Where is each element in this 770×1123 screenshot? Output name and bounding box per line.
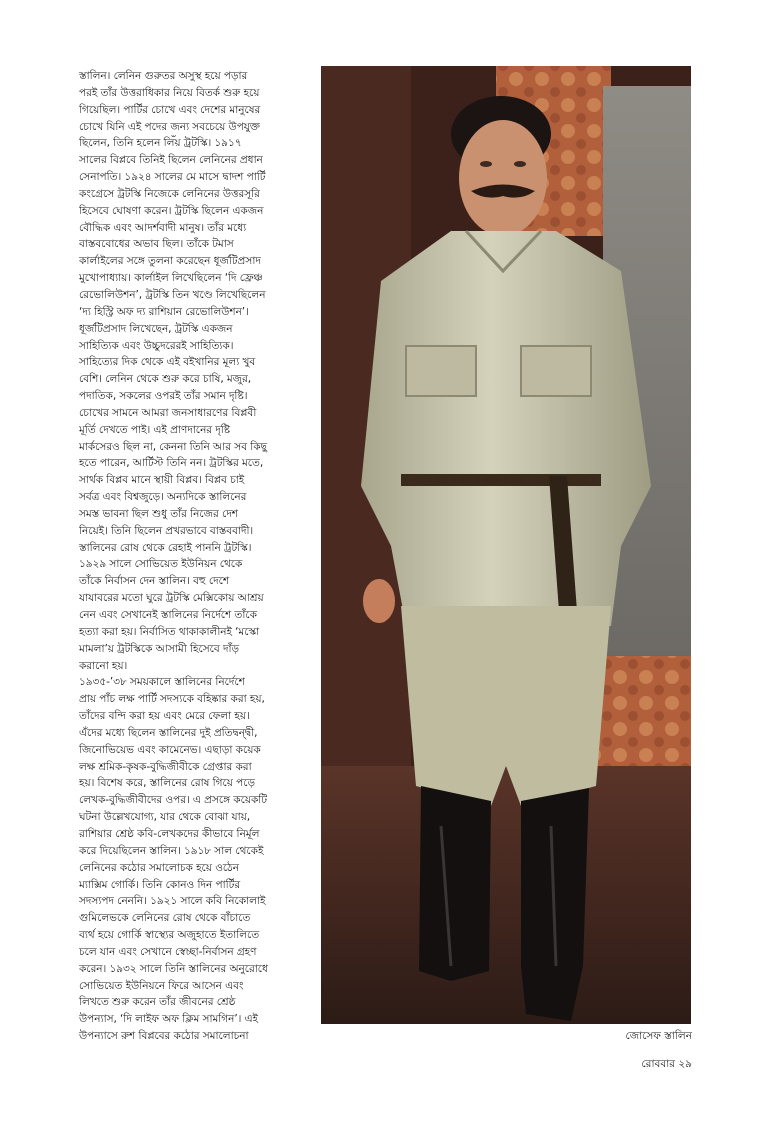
article-line: ব্যর্থ হয়ে গোর্কি স্বাস্থ্যের অজুহাতে ইতালিতে: [79, 929, 260, 942]
belt: [401, 474, 601, 486]
floor: [321, 766, 691, 1024]
article-line: মূর্তি দেখতে পাই। এই প্রাণদানের দৃষ্টি: [79, 423, 231, 436]
article-line: সাহিত্যের দিক থেকে এই বইখানির মূল্য খুব: [79, 356, 256, 369]
article-line: সেনাপতি। ১৯২৪ সালের মে মাসে দ্বাদশ পার্টি: [79, 171, 266, 184]
article-line: পদাতিক, সকলের ওপরই তাঁর সমান দৃষ্টি।: [79, 390, 248, 403]
article-line: হিসেবে ঘোষণা করেন। ট্রটস্কি ছিলেন একজন: [79, 204, 264, 217]
article-line: সর্বত্র এবং বিশ্বজুড়ে। অন্যদিকে স্তালিনের: [79, 491, 247, 504]
stalin-photograph: [321, 66, 691, 1024]
article-line: বাস্তববোধের অভাব ছিল। তাঁকে টমাস: [79, 238, 234, 251]
article-line: তাঁদের বন্দি করা হয় এবং মেরে ফেলা হয়।: [79, 710, 250, 723]
article-line: লেনিনের কঠোর সমালোচক হয়ে ওঠেন: [79, 861, 239, 874]
article-line: করে দিয়েছিলেন স্তালিন। ১৯১৮ সাল থেকেই: [79, 844, 264, 857]
article-line: সমস্ত ভাবনা ছিল শুধু তাঁর নিজের দেশ: [79, 507, 238, 520]
article-line: ম্যাক্সিম গোর্কি। তিনি কোনও দিন পার্টির: [79, 878, 241, 891]
left-hand: [363, 579, 395, 623]
article-line: রেভোলিউশন’, ট্রটস্কি তিন খণ্ডে লিখেছিলেন: [79, 288, 266, 301]
page-folio: রোববার ২৯: [641, 1058, 692, 1070]
article-line: লিখতে শুরু করেন তাঁর জীবনের শ্রেষ্ঠ: [79, 996, 236, 1009]
article-line: ১৯২৯ সালে সোভিয়েত ইউনিয়ন থেকে: [79, 558, 243, 571]
article-line: স্তালিনের রোষ থেকে রেহাই পাননি ট্রটস্কি।: [79, 541, 252, 554]
stalin-portrait-illustration: [321, 66, 691, 1024]
tunic: [361, 231, 651, 626]
article-line: স্তালিন। লেনিন গুরুতর অসুস্থ হয়ে পড়ার: [79, 70, 248, 82]
article-line: ছিলেন, তিনি হলেন লিঁয় ট্রটস্কি। ১৯১৭: [79, 137, 242, 150]
article-line: নিয়েই। তিনি ছিলেন প্রখরভাবে বাস্তববাদী।: [79, 524, 254, 537]
article-line: ধূর্জটিপ্রসাদ লিখেছেন, ট্রটস্কি একজন: [79, 322, 233, 335]
article-line: নেন এবং সেখানেই স্তালিনের নির্দেশে তাঁকে: [79, 609, 257, 621]
article-line: সোভিয়েত ইউনিয়নে ফিরে আসেন এবং: [79, 979, 244, 992]
article-line: গিয়েছিল। পার্টির চোখে এবং দেশের মানুষের: [79, 103, 261, 116]
article-line: বৌদ্ধিক এবং আদর্শবাদী মানুষ। তাঁর মধ্যে: [79, 221, 247, 234]
article-line: হতে পারেন, আর্টিস্ট তিনি নন। ট্রটস্কির মতে,: [79, 457, 264, 470]
article-line: মার্কসেরও ছিল না, কেননা তিনি আর সব কিছু: [79, 440, 267, 453]
article-line: যাযাবরের মতো ঘুরে ট্রটস্কি মেক্সিকোয় আশ্রয়: [79, 592, 264, 605]
right-breast-pocket: [521, 346, 591, 396]
article-line: করেন। ১৯৩২ সালে তিনি স্তালিনের অনুরোধে: [79, 962, 268, 975]
article-line: চোখের সামনে আমরা জনসাধারণের বিপ্লবী: [79, 406, 257, 419]
left-boot: [419, 786, 491, 981]
article-line: উপন্যাসে রুশ বিপ্লবের কঠোর সমালোচনা: [79, 1030, 249, 1043]
article-line: উপন্যাস, ‘দি লাইফ অফ ক্লিম সামগিন’। এই: [79, 1013, 258, 1026]
article-line: কংগ্রেসে ট্রটস্কি নিজেকে লেনিনের উত্তরসূরি: [79, 187, 260, 200]
article-line: পরই তাঁর উত্তরাধিকার নিয়ে বিতর্ক শুরু হয়ে: [79, 86, 260, 99]
face: [459, 120, 547, 236]
article-line: সার্থক বিপ্লব মানে স্থায়ী বিপ্লব। বিপ্লব চাই: [79, 474, 245, 487]
photo-caption: জোসেফ স্তালিন: [625, 1030, 692, 1042]
article-line: ঘটনা উল্লেখযোগ্য, যার থেকে বোঝা যায়,: [79, 811, 251, 824]
article-line: হত্যা করা হয়। নির্বাসিত থাকাকালীনই ‘মস্কো: [79, 625, 260, 638]
article-line: মুখোপাধ্যায়। কার্লাইল লিখেছিলেন ‘দি ফ্রেঞ্চ: [79, 272, 263, 285]
article-line: জিনোভিয়েভ এবং কামেনেভ। এছাড়া কয়েক: [79, 743, 261, 756]
article-line: রাশিয়ার শ্রেষ্ঠ কবি-লেখকদের কীভাবে নির্মূল: [79, 827, 260, 840]
article-line: বেশি। লেনিন থেকে শুরু করে চাষি, মজুর,: [79, 373, 252, 386]
article-line: গুমিলেভকে লেনিনের রোষ থেকে বাঁচাতে: [79, 912, 251, 925]
article-line: করানো হয়।: [79, 659, 128, 672]
article-body: [79, 68, 311, 1045]
article-line: হয়। বিশেষ করে, স্তালিনের রোষ গিয়ে পড়ে: [79, 777, 255, 790]
article-line: লেখক-বুদ্ধিজীবীদের ওপর। এ প্রসঙ্গে কয়েকটি: [79, 794, 268, 807]
article-line: ১৯৩৫-’৩৮ সময়কালে স্তালিনের নির্দেশে: [79, 676, 245, 689]
article-line: ‘দ্য হিস্ট্রি অফ দ্য রাশিয়ান রেভোলিউশন’।: [79, 305, 249, 318]
article-line: মামলা’য় ট্রটস্কিকে আসামী হিসেবে দাঁড়: [79, 642, 239, 655]
article-line: এঁদের মধ্যে ছিলেন স্তালিনের দুই প্রতিদ্বন্দ্বী,: [79, 726, 258, 739]
article-line: সদস্যপদ নেননি। ১৯২১ সালে কবি নিকোলাই: [79, 895, 266, 908]
article-line: সালের বিপ্লবে তিনিই ছিলেন লেনিনের প্রধান: [79, 154, 263, 167]
left-breast-pocket: [406, 346, 476, 396]
article-line: প্রায় পাঁচ লক্ষ পার্টি সদস্যকে বহিষ্কার করা হয়,: [79, 693, 265, 706]
article-line: চোখে যিনি এই পদের জন্য সবচেয়ে উপযুক্ত: [79, 120, 260, 133]
article-line: তাঁকে নির্বাসন দেন স্তালিন। বহু দেশে: [79, 575, 230, 588]
article-line: সাহিত্যিক এবং উচ্চুদরেরই সাহিত্যিক।: [79, 339, 234, 352]
article-line: লক্ষ শ্রমিক-কৃষক-বুদ্ধিজীবীকে গ্রেপ্তার করা: [79, 760, 252, 773]
article-line: চলে যান এবং সেখানে স্বেচ্ছা-নির্বাসন গ্রহণ: [79, 945, 257, 958]
article-line: কার্লাইলের সঙ্গে তুলনা করেছেন ধূর্জটিপ্রসাদ: [79, 255, 261, 268]
